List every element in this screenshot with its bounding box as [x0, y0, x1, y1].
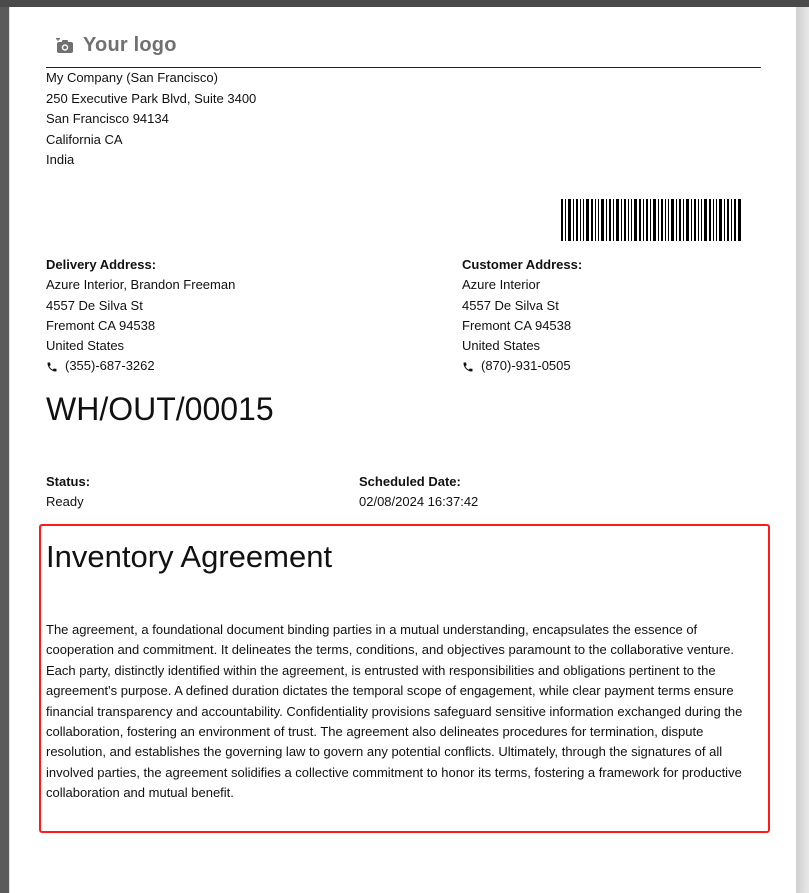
customer-line: Azure Interior: [462, 277, 541, 293]
customer-phone-number: (870)-931-0505: [481, 358, 571, 374]
delivery-phone-number: (355)-687-3262: [65, 358, 155, 374]
delivery-phone: [46, 356, 235, 376]
customer-label: Customer Address:: [462, 257, 583, 272]
customer-line: United States: [462, 338, 541, 354]
delivery-line: 4557 De Silva St: [46, 297, 143, 313]
status-value: Ready: [46, 494, 84, 509]
customer-address: [462, 255, 582, 377]
company-line: 250 Executive Park Blvd, Suite 3400: [46, 90, 257, 106]
logo-text: Your logo: [83, 34, 177, 56]
viewer-top-bar: [0, 0, 809, 7]
customer-line: 4557 De Silva St: [462, 297, 559, 313]
delivery-label: Delivery Address:: [46, 257, 157, 272]
company-line: India: [46, 152, 75, 167]
company-logo: [56, 34, 177, 57]
agreement-body: The agreement, a foundational document binding parties in a mutual understanding, encapsulates the essence of cooperation and commitment. It delineates the terms, conditions, and objectives paramount to the collaborative venture. Each party, distinctly identified within the agreement, is entrusted with responsibilities and obligations pertinent to the agreement's purpose. A defined duration dictates the temporal scope of engagement, while clear payment terms ensure financial transparency and accountability. Confidentiality provisions safeguard sensitive information exchanged during the collaboration, fostering an environment of trust. The agreement also delineates procedures for termination, dispute resolution, and establishes the governing law to govern any potential conflicts. Ultimately, through the signatures of all involved parties, the agreement solidifies a collective commitment to honor its terms, fostering a framework for productive collaboration and mutual benefit.: [46, 622, 743, 801]
delivery-line: Azure Interior, Brandon Freeman: [46, 277, 236, 293]
camera-icon: [56, 38, 74, 54]
phone-icon: [462, 361, 474, 373]
delivery-line: United States: [46, 338, 125, 354]
delivery-address: [46, 255, 235, 377]
document-reference: WH/OUT/00015: [46, 391, 274, 427]
scheduled-date-label: Scheduled Date:: [359, 474, 461, 489]
company-line: San Francisco 94134: [46, 111, 169, 126]
company-address: [46, 68, 256, 171]
delivery-line: Fremont CA 94538: [46, 317, 156, 333]
page-shadow: [796, 7, 809, 893]
company-line: My Company (San Francisco): [46, 70, 218, 85]
agreement-title: Inventory Agreement: [46, 539, 333, 574]
customer-line: Fremont CA 94538: [462, 317, 572, 333]
phone-icon: [46, 361, 58, 373]
barcode: [561, 199, 741, 241]
status-label: Status:: [46, 474, 91, 489]
company-line: California CA: [46, 131, 123, 147]
scheduled-date-value: 02/08/2024 16:37:42: [359, 494, 479, 509]
customer-phone: [462, 356, 582, 376]
